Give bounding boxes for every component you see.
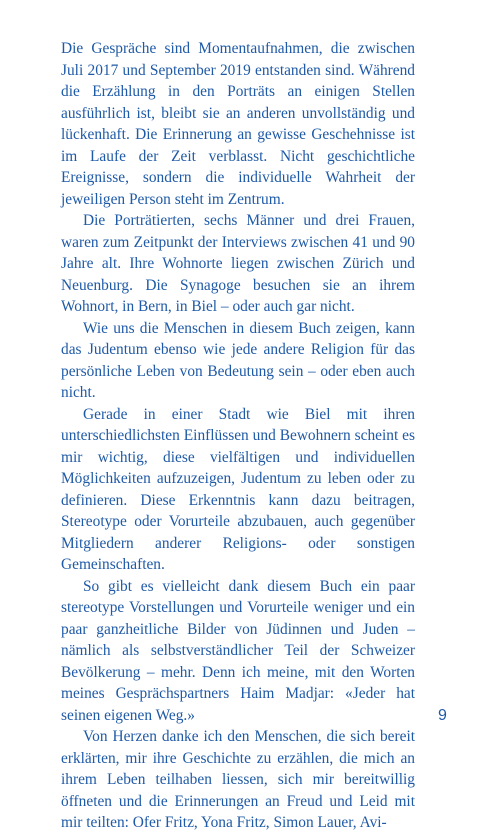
paragraph-5: So gibt es vielleicht dank diesem Buch ein paar stereotype Vorstellungen und Vorurteile weniger und ein paar ganzheitliche Bilder von Jüdinnen und Juden – nämlich als selbstverständlicher Teil der Schweizer Bevölkerung – mehr. Denn ich meine, mit den Worten meines Gesprächspartners Haim Madjar: «Jeder hat seinen eigenen Weg.» bbox=[61, 577, 415, 724]
paragraph-2: Die Porträtierten, sechs Männer und drei Frauen, waren zum Zeitpunkt der Interviews zwischen 41 und 90 Jahre alt. Ihre Wohnorte liegen zwischen Zürich und Neuenburg. Die Synagoge besuchen sie an ihrem Wohnort, in Bern, in Biel – oder auch gar nicht. bbox=[61, 212, 415, 315]
paragraph-1: Die Gespräche sind Momentaufnahmen, die zwischen Juli 2017 und September 2019 entstanden sind. Während die Erzählung in den Porträts an einigen Stellen ausführlich ist, bleibt sie an anderen unvollständig und lückenhaft. Die Erinnerung an gewisse Geschehnisse ist im Laufe der Zeit verblasst. Nicht geschichtliche Ereignisse, sondern die individuelle Wahrheit der jeweiligen Person steht im Zentrum. bbox=[61, 40, 415, 208]
body-text bbox=[61, 38, 415, 834]
paragraph-4: Gerade in einer Stadt wie Biel mit ihren unterschiedlichsten Einflüssen und Bewohnern scheint es mir wichtig, diese vielfältigen und individuellen Möglichkeiten aufzuzeigen, Judentum zu leben oder zu definieren. Diese Erkenntnis kann dazu beitragen, Stereotype oder Vorurteile abzubauen, auch gegenüber Mitgliedern anderer Religions- oder sonstigen Gemeinschaften. bbox=[61, 405, 415, 573]
paragraph-6: Von Herzen danke ich den Menschen, die sich bereit erklärten, mir ihre Geschichte zu erzählen, die mich an ihrem Leben teilhaben liessen, sich mir bereitwillig öffneten und die Erinnerungen an Freud und Leid mit mir teilten: Ofer Fritz, Yona Fritz, Simon Lauer, Avi- bbox=[61, 728, 415, 831]
page-number: 9 bbox=[438, 707, 447, 724]
paragraph-3: Wie uns die Menschen in diesem Buch zeigen, kann das Judentum ebenso wie jede andere Religion für das persönliche Leben von Bedeutung sein – oder eben auch nicht. bbox=[61, 319, 415, 401]
